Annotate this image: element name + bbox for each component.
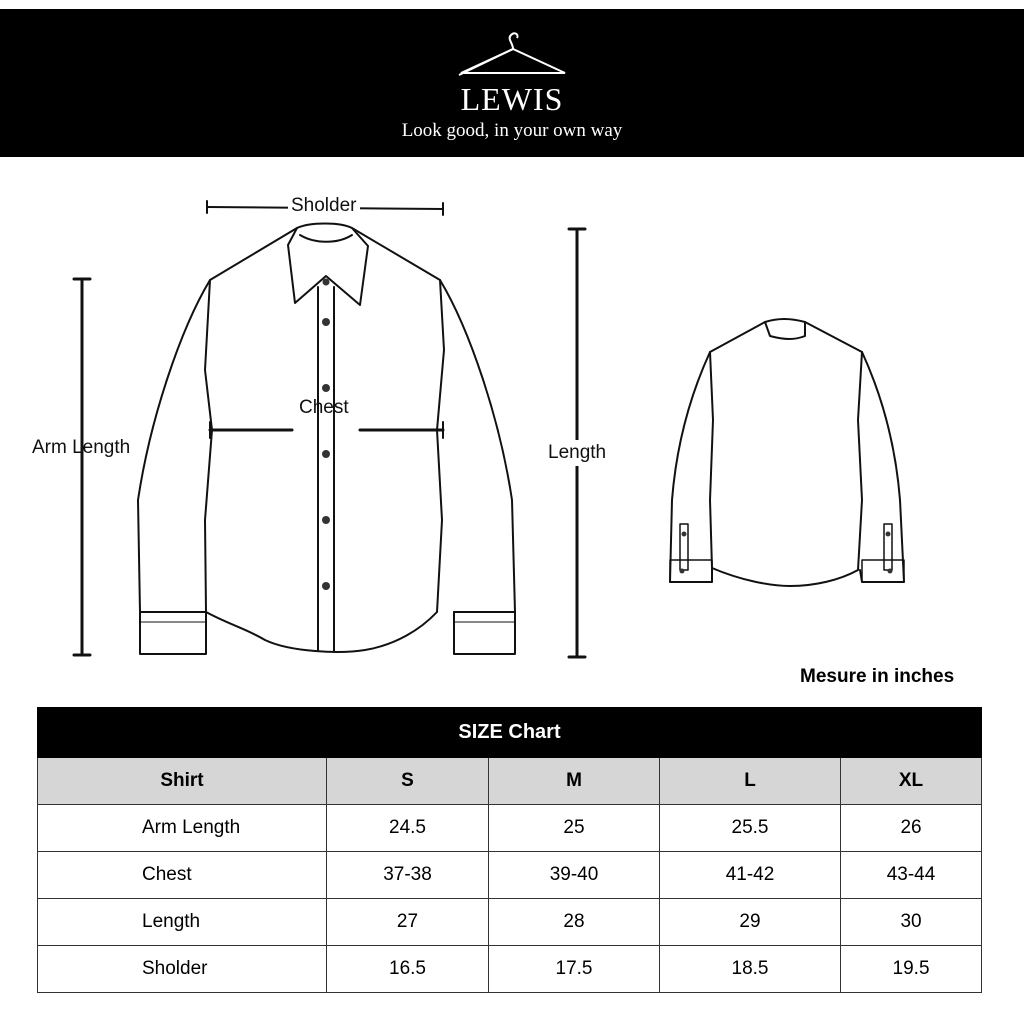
table-cell: 29	[660, 899, 841, 946]
length-label: Length	[548, 440, 606, 466]
size-chart-table	[37, 707, 982, 993]
table-row	[38, 852, 982, 899]
table-row	[38, 899, 982, 946]
column-header-l: L	[660, 758, 841, 805]
brand-tagline: Look good, in your own way	[401, 120, 623, 141]
hanger-icon	[455, 25, 571, 77]
arm-length-label: Arm Length	[32, 437, 131, 458]
column-header-shirt: Shirt	[38, 758, 327, 805]
shirt-diagram	[0, 157, 1024, 687]
measurement-unit-note: Mesure in inches	[800, 666, 955, 687]
top-margin	[0, 0, 1024, 9]
table-cell: 37-38	[327, 852, 489, 899]
column-header-m: M	[489, 758, 660, 805]
row-label-sholder: Sholder	[38, 946, 327, 993]
table-cell: 30	[841, 899, 982, 946]
column-header-xl: XL	[841, 758, 982, 805]
table-cell: 19.5	[841, 946, 982, 993]
table-cell: 25.5	[660, 805, 841, 852]
table-cell: 16.5	[327, 946, 489, 993]
table-cell: 41-42	[660, 852, 841, 899]
table-row	[38, 805, 982, 852]
size-chart-title: SIZE Chart	[38, 708, 982, 758]
table-cell: 26	[841, 805, 982, 852]
row-label-length: Length	[38, 899, 327, 946]
brand-header	[0, 9, 1024, 157]
table-cell: 25	[489, 805, 660, 852]
brand-name: LEWIS	[460, 81, 564, 117]
row-label-chest: Chest	[38, 852, 327, 899]
table-cell: 27	[327, 899, 489, 946]
table-row	[38, 946, 982, 993]
table-cell: 28	[489, 899, 660, 946]
table-cell: 18.5	[660, 946, 841, 993]
row-label-arm-length: Arm Length	[38, 805, 327, 852]
table-cell: 43-44	[841, 852, 982, 899]
table-cell: 24.5	[327, 805, 489, 852]
column-header-s: S	[327, 758, 489, 805]
table-cell: 17.5	[489, 946, 660, 993]
chest-label: Chest	[299, 397, 349, 418]
sholder-label: Sholder	[288, 195, 360, 217]
table-cell: 39-40	[489, 852, 660, 899]
size-chart-header-row	[38, 758, 982, 805]
